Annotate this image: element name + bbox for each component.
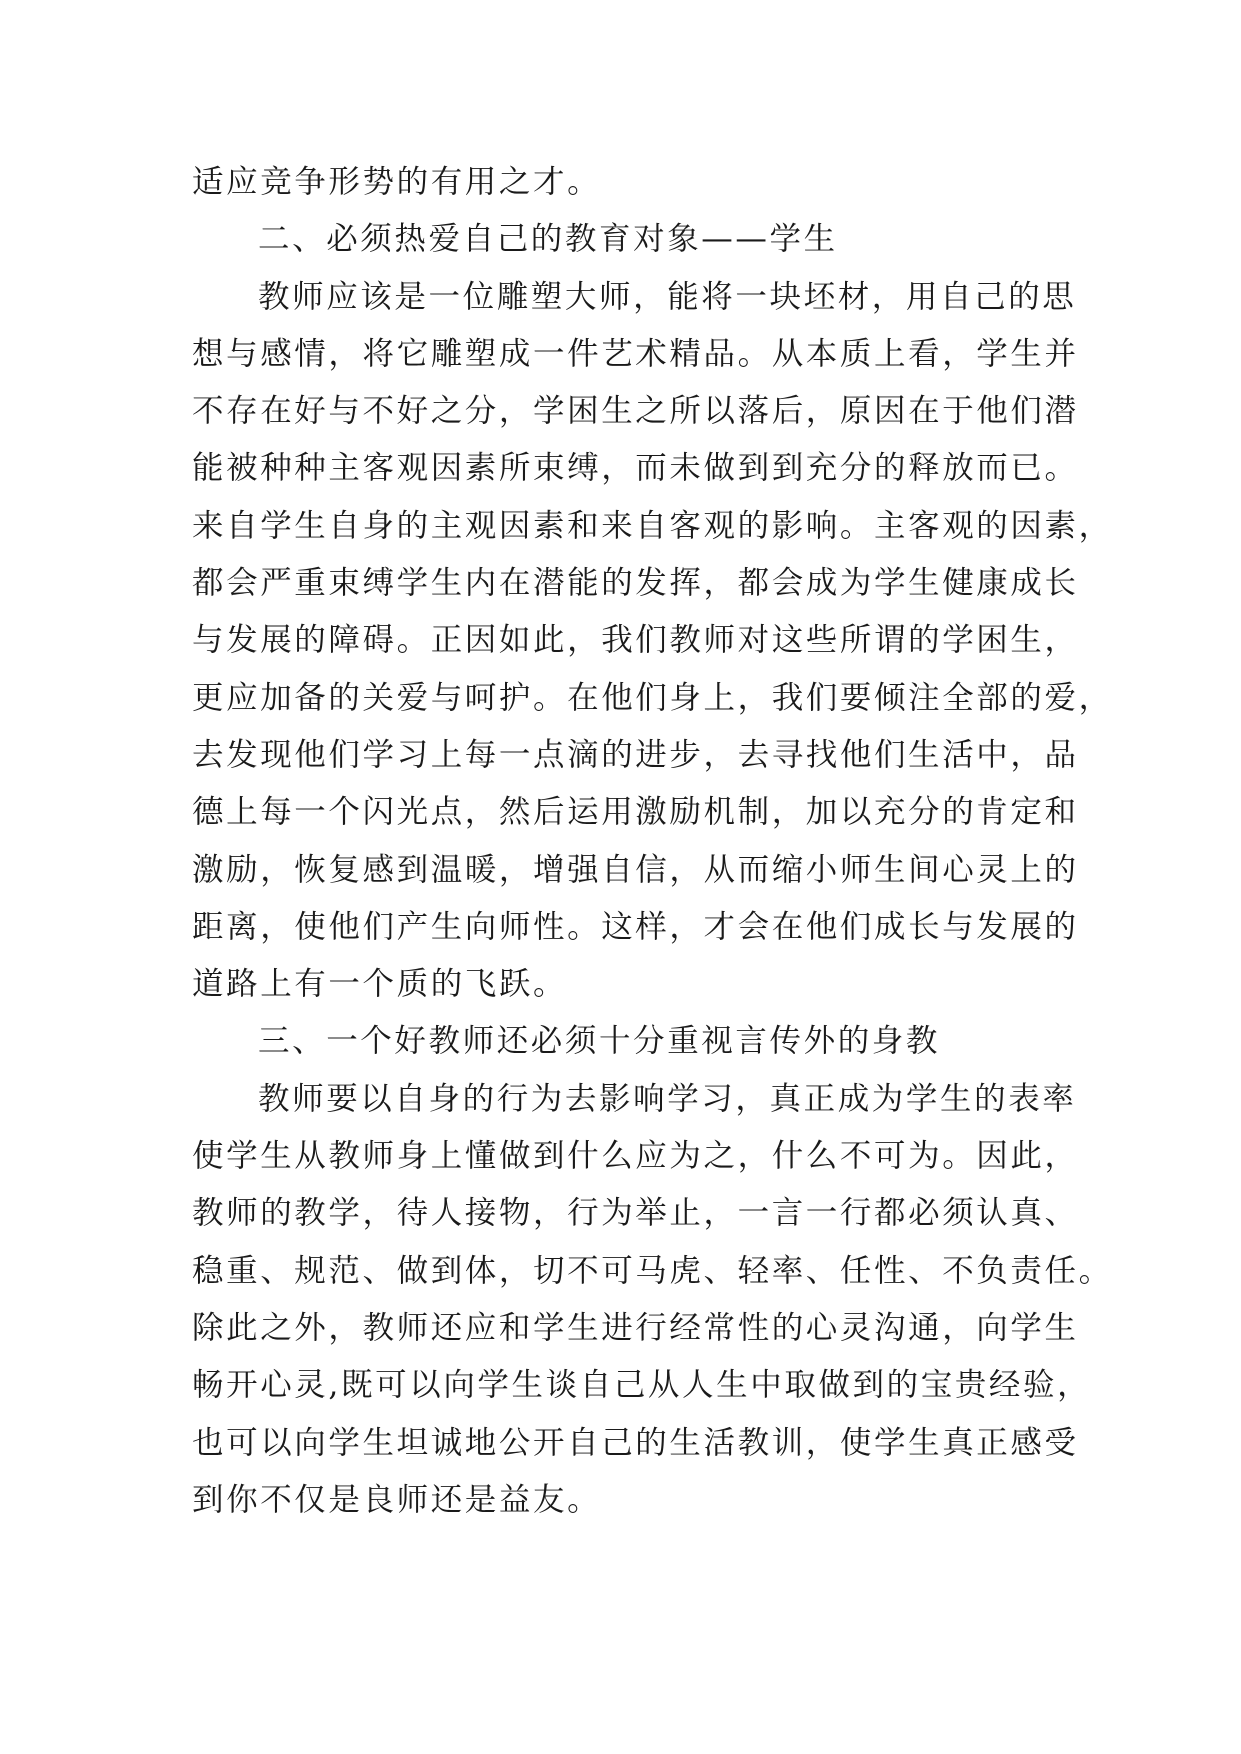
- section-heading: 三、一个好教师还必须十分重视言传外的身教: [258, 1023, 941, 1060]
- section-heading: 二、必须热爱自己的教育对象——学生: [258, 221, 838, 258]
- body-line: 德上每一个闪光点，然后运用激励机制，加以充分的肯定和: [192, 794, 1079, 831]
- body-line: 来自学生自身的主观因素和来自客观的影响。主客观的因素，: [192, 507, 1113, 544]
- body-line: 能被种种主客观因素所束缚，而未做到到充分的释放而已。: [192, 450, 1079, 487]
- body-line: 想与感情，将它雕塑成一件艺术精品。从本质上看，学生并: [192, 335, 1079, 372]
- body-line: 适应竞争形势的有用之才。: [192, 164, 602, 200]
- body-line: 稳重、规范、做到体，切不可马虎、轻率、任性、不负责任。: [192, 1252, 1113, 1289]
- body-line: 更应加备的关爱与呵护。在他们身上，我们要倾注全部的爱，: [192, 679, 1113, 716]
- body-line: 激励，恢复感到温暖，增强自信，从而缩小师生间心灵上的: [192, 851, 1079, 888]
- body-line: 除此之外，教师还应和学生进行经常性的心灵沟通，向学生: [192, 1309, 1079, 1346]
- body-line: 与发展的障碍。正因如此，我们教师对这些所谓的学困生，: [192, 622, 1079, 659]
- body-line: 教师要以自身的行为去影响学习，真正成为学生的表率: [258, 1080, 1077, 1117]
- body-line: 教师应该是一位雕塑大师，能将一块坯材，用自己的思: [258, 278, 1077, 315]
- body-line: 也可以向学生坦诚地公开自己的生活教训，使学生真正感受: [192, 1424, 1079, 1461]
- body-line: 畅开心灵,既可以向学生谈自己从人生中取做到的宝贵经验，: [192, 1367, 1092, 1404]
- body-line: 都会严重束缚学生内在潜能的发挥，都会成为学生健康成长: [192, 565, 1079, 602]
- body-line: 距离，使他们产生向师性。这样，才会在他们成长与发展的: [192, 908, 1079, 945]
- body-line: 使学生从教师身上懂做到什么应为之，什么不可为。因此，: [192, 1138, 1079, 1175]
- body-line: 到你不仅是良师还是益友。: [192, 1481, 602, 1518]
- body-line: 不存在好与不好之分，学困生之所以落后，原因在于他们潜: [192, 393, 1079, 430]
- body-line: 去发现他们学习上每一点滴的进步，去寻找他们生活中，品: [192, 736, 1079, 773]
- body-line: 道路上有一个质的飞跃。: [192, 966, 568, 1003]
- document-body: [192, 154, 1113, 1529]
- body-line: 教师的教学，待人接物，行为举止，一言一行都必须认真、: [192, 1195, 1079, 1232]
